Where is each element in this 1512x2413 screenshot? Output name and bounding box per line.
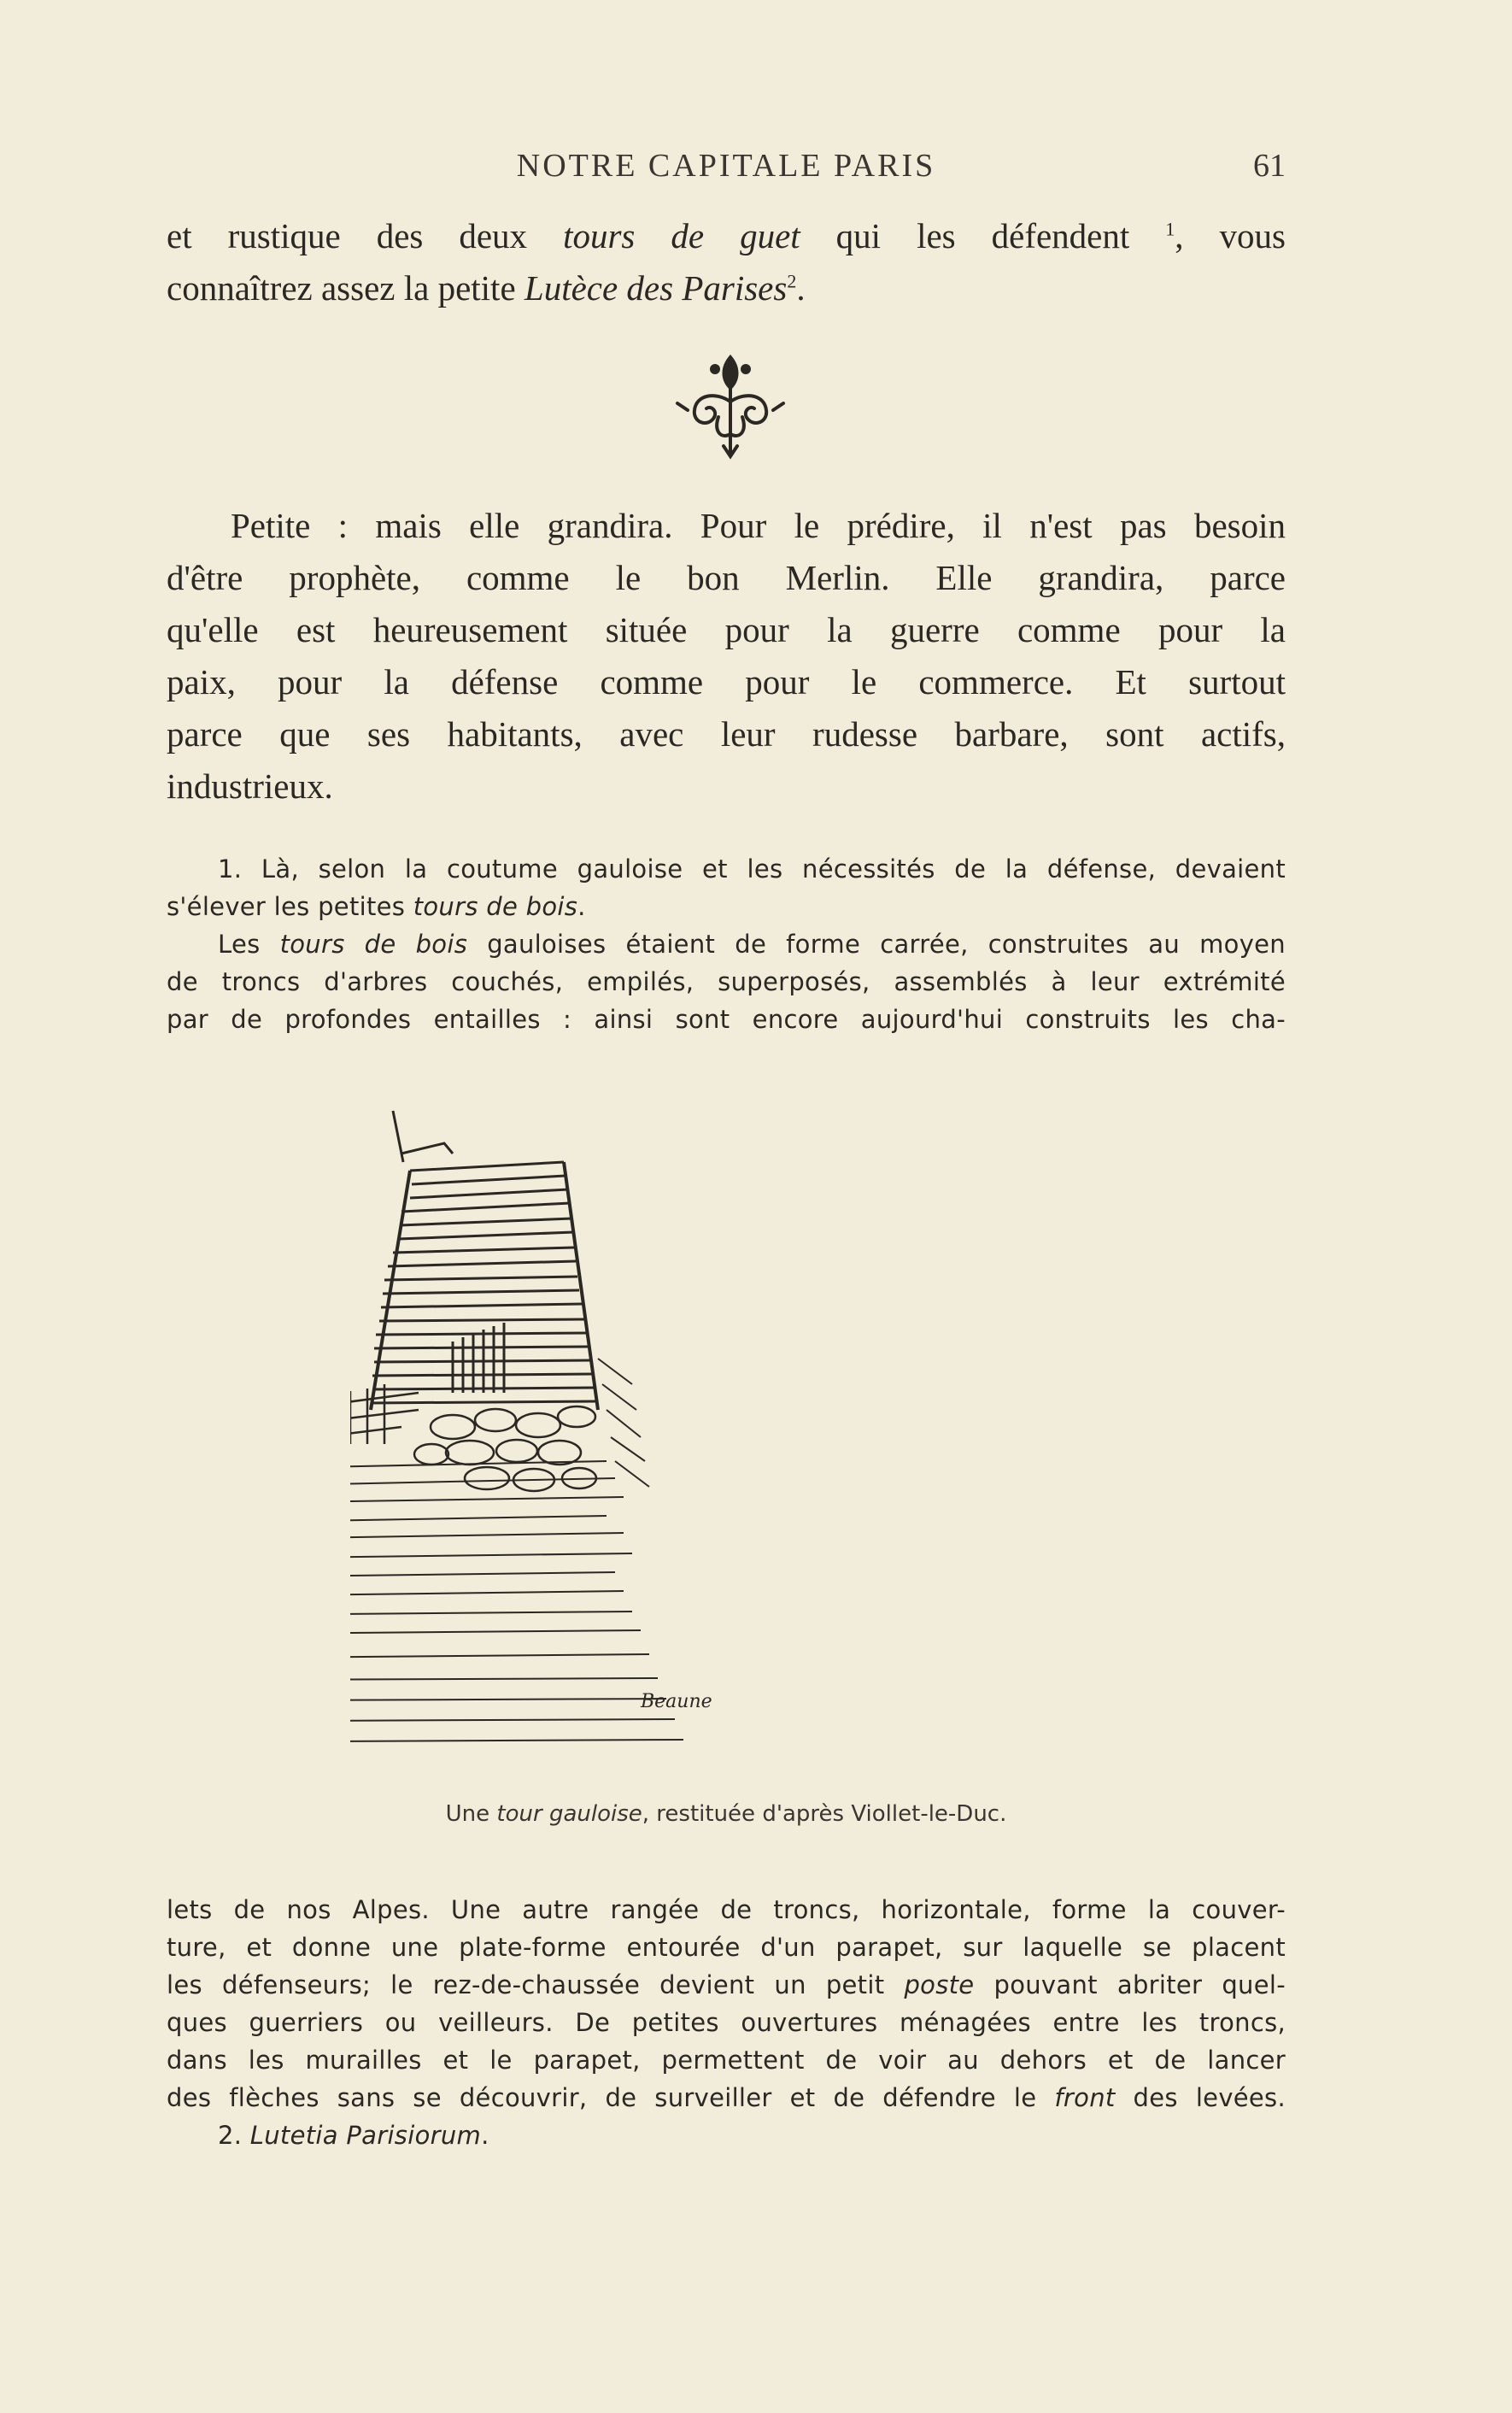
note-line: de troncs d'arbres couchés, empilés, superposés, assemblés à leur extrémité <box>167 967 1286 996</box>
note-line: ques guerriers ou veilleurs. De petites ouvertures ménagées entre les troncs, <box>167 2008 1286 2037</box>
main-paragraph <box>167 500 1286 813</box>
note-line: s'élever les petites tours de bois. <box>167 892 586 921</box>
text-line: parce que ses habitants, avec leur rudesse barbare, sont actifs, <box>167 714 1286 754</box>
note-line: lets de nos Alpes. Une autre rangée de troncs, horizontale, forme la couver- <box>167 1895 1286 1924</box>
running-title: NOTRE CAPITALE PARIS <box>516 148 936 184</box>
page-header <box>167 147 1286 185</box>
footnote-1-continued <box>167 1891 1286 2154</box>
note-line: ture, et donne une plate-forme entourée d'un parapet, sur laquelle se placent <box>167 1933 1286 1962</box>
text-line: connaîtrez assez la petite Lutèce des Parises$^2$. <box>167 268 806 308</box>
gaulish-tower-engraving <box>350 1102 1076 1777</box>
footnote-ref: 1 <box>1165 218 1175 240</box>
fleuron-ornament-icon <box>671 350 790 461</box>
text-line: paix, pour la défense comme pour le commerce. Et surtout <box>167 662 1286 702</box>
note-line: 1. Là, selon la coutume gauloise et les nécessités de la défense, devaient <box>218 854 1286 884</box>
page-number: 61 <box>1253 148 1286 184</box>
text-line: industrieux. <box>167 766 333 806</box>
artist-signature: Beaune <box>641 1691 712 1712</box>
footnote-1 <box>167 850 1286 1038</box>
note-line: par de profondes entailles : ainsi sont encore aujourd'hui construits les cha- <box>167 1005 1286 1034</box>
footnote-2: 2. Lutetia Parisiorum. <box>218 2121 489 2150</box>
note-line: dans les murailles et le parapet, permettent de voir au dehors et de lancer <box>167 2046 1286 2075</box>
text-line: et rustique des deux tours de guet qui les défendent $^1$, vous <box>167 216 1286 255</box>
figure-caption: Une tour gauloise, restituée d'après Viollet-le-Duc. <box>445 1801 1007 1827</box>
footnote-ref: 2 <box>787 270 797 292</box>
text-line: qu'elle est heureusement située pour la guerre comme pour la <box>167 610 1286 649</box>
text-line: d'être prophète, comme le bon Merlin. Elle grandira, parce <box>167 558 1286 597</box>
note-line: des flèches sans se découvrir, de surveiller et de défendre le front des levées. <box>167 2083 1286 2112</box>
top-paragraph <box>167 210 1286 314</box>
text-line: Petite : mais elle grandira. Pour le prédire, il n'est pas besoin <box>231 506 1286 545</box>
note-line: Les tours de bois gauloises étaient de forme carrée, construites au moyen <box>218 930 1286 959</box>
note-line: les défenseurs; le rez-de-chaussée devient un petit poste pouvant abriter quel- <box>167 1970 1286 1999</box>
